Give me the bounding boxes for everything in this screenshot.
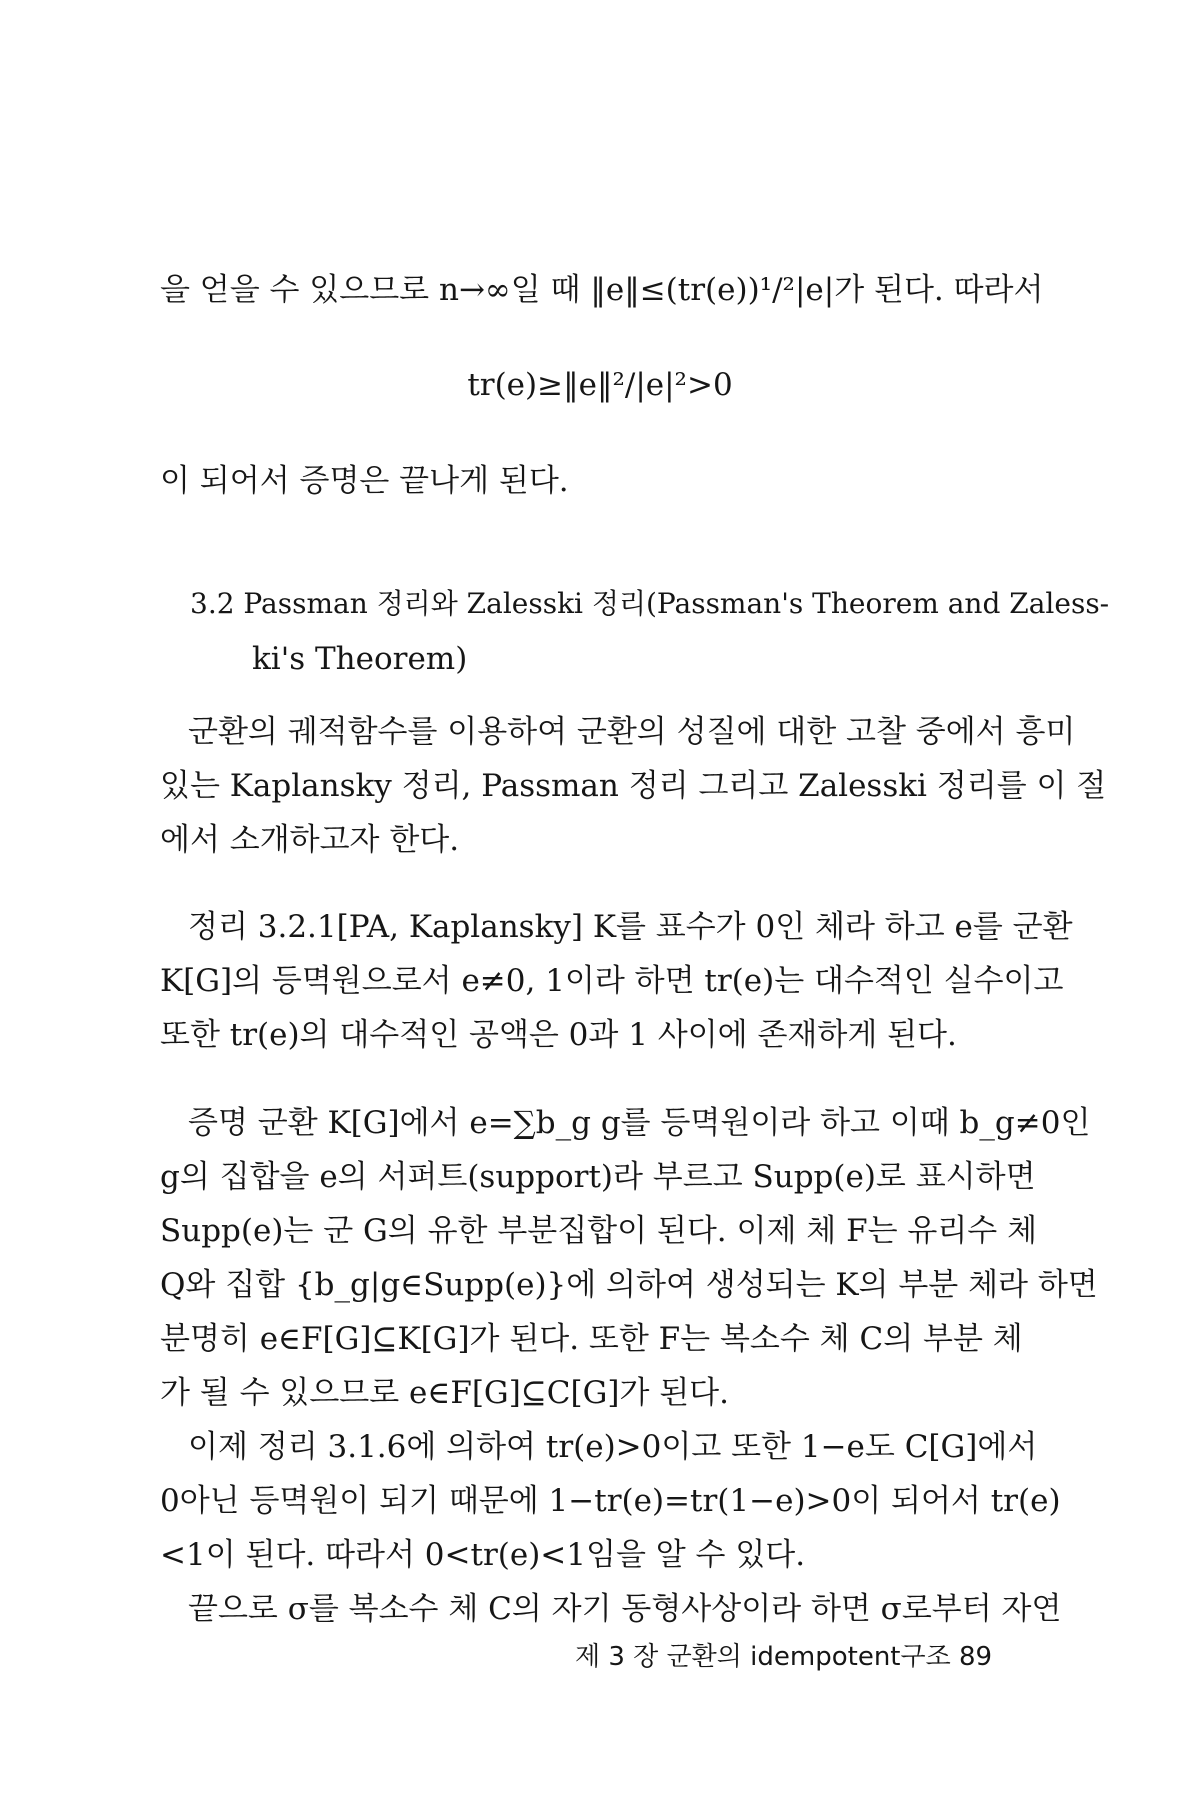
theorem-line-1: 정리 3.2.1[PA, Kaplansky] K를 표수가 0인 체라 하고 e를 군환: [188, 909, 1073, 945]
display-equation: tr(e)≥‖e‖²/|e|²>0: [467, 367, 733, 403]
proof-line-9: <1이 된다. 따라서 0<tr(e)<1임을 알 수 있다.: [160, 1537, 806, 1573]
text-line-1: 을 얻을 수 있으므로 n→∞일 때 ‖e‖≤(tr(e))¹/²|e|가 된다. 따라서: [160, 272, 1044, 308]
proof-line-4: Q와 집합 {b_g|g∈Supp(e)}에 의하여 생성되는 K의 부분 체라 하면: [160, 1267, 1098, 1303]
text-line-3: 이 되어서 증명은 끝나게 된다.: [160, 463, 569, 499]
proof-line-2: g의 집합을 e의 서퍼트(support)라 부르고 Supp(e)로 표시하면: [160, 1159, 1036, 1195]
proof-line-8: 0아닌 등멱원이 되기 때문에 1−tr(e)=tr(1−e)>0이 되어서 tr(e): [160, 1483, 1061, 1519]
paragraph-line-3: 에서 소개하고자 한다.: [160, 822, 460, 858]
proof-line-7: 이제 정리 3.1.6에 의하여 tr(e)>0이고 또한 1−e도 C[G]에서: [188, 1429, 1038, 1465]
section-heading: 3.2 Passman 정리와 Zalesski 정리(Passman's Theorem and Zaless-: [190, 587, 1110, 620]
proof-line-6: 가 될 수 있으므로 e∈F[G]⊆C[G]가 된다.: [160, 1375, 729, 1411]
theorem-line-2: K[G]의 등멱원으로서 e≠0, 1이라 하면 tr(e)는 대수적인 실수이고: [160, 963, 1064, 999]
paragraph-line-1: 군환의 궤적함수를 이용하여 군환의 성질에 대한 고찰 중에서 흥미: [188, 714, 1076, 750]
page-footer: 제 3 장 군환의 idempotent구조 89: [575, 1642, 993, 1672]
paragraph-line-2: 있는 Kaplansky 정리, Passman 정리 그리고 Zalesski 정리를 이 절: [160, 768, 1107, 804]
proof-line-5: 분명히 e∈F[G]⊆K[G]가 된다. 또한 F는 복소수 체 C의 부분 체: [160, 1321, 1023, 1357]
theorem-line-3: 또한 tr(e)의 대수적인 공액은 0과 1 사이에 존재하게 된다.: [160, 1017, 957, 1053]
proof-line-1: 증명 군환 K[G]에서 e=∑b_g g를 등멱원이라 하고 이때 b_g≠0인: [188, 1105, 1091, 1141]
section-heading-cont: ki's Theorem): [252, 641, 468, 677]
proof-line-10: 끝으로 σ를 복소수 체 C의 자기 동형사상이라 하면 σ로부터 자연: [188, 1591, 1062, 1627]
proof-line-3: Supp(e)는 군 G의 유한 부분집합이 된다. 이제 체 F는 유리수 체: [160, 1213, 1038, 1249]
